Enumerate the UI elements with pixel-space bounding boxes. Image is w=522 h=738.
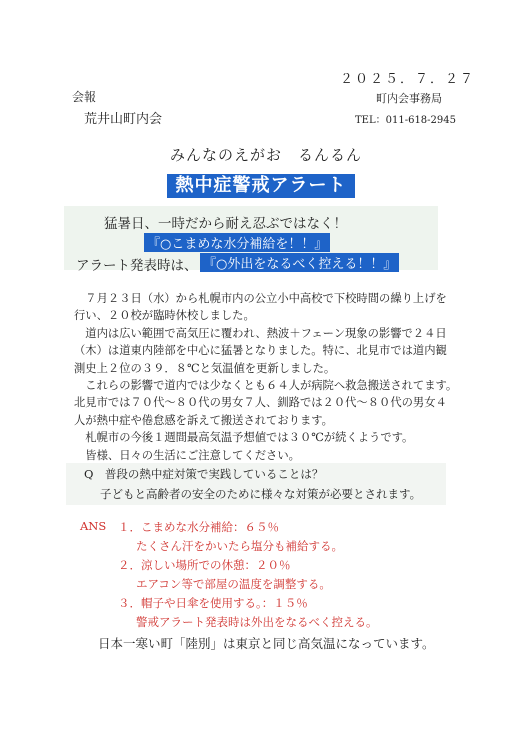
answer-item-title: ２．涼しい場所での休憩：２０％ xyxy=(118,558,291,572)
answer-label: ANS xyxy=(80,519,107,533)
body-paragraph: 札幌市の今後１週間最高気温予想値では３０℃が続くようです。 xyxy=(85,431,414,445)
alert-banner-title: 熱中症警戒アラート xyxy=(167,174,355,198)
office-name: 町内会事務局 xyxy=(376,92,442,105)
question-line-2: 子どもと高齢者の安全のために様々な対策が必要とされます。 xyxy=(100,487,422,501)
answer-item-title: １．こまめな水分補給：６５％ xyxy=(118,520,279,534)
highlight-line-3-emphasis: 『○外出をなるべく控える！！』 xyxy=(200,253,399,272)
highlight-line-1: 猛暑日、一時だから耐え忍ぶではなく！ xyxy=(104,216,347,232)
newsletter-label: 会報 xyxy=(72,90,97,104)
body-paragraph: 道内は広い範囲で高気圧に覆われ、熱波＋フェーン現象の影響で２４日（木）は道東内陸部を中心に猛暑となりました。特に、北見市では道内観測史上２位の３９．８℃と気温値を更新しました。 xyxy=(74,326,447,375)
body-paragraph: ７月２３日（水）から札幌市内の公立小中高校で下校時間の繰り上げを行い、２０校が臨時休校しました。 xyxy=(74,292,447,323)
body-paragraph: 皆様、日々の生活にご注意してください。 xyxy=(85,448,300,462)
newsletter-date: ２０２５．７．２７ xyxy=(340,72,476,87)
highlight-line-2: 『○こまめな水分補給を！！』 xyxy=(144,233,330,252)
office-phone: TEL：011-618-2945 xyxy=(355,115,456,126)
body-paragraph: これらの影響で道内では少なくとも６４人が病院へ救急搬送されてます。北見市では７０代～８０代の男女７人、釧路では２０代～８０代の男女４人が熱中症や倦怠感を訴えて搬送されております。 xyxy=(74,379,458,427)
answer-item-detail: たくさん汗をかいたら塩分も補給する。 xyxy=(136,539,343,553)
answer-item-detail: 警戒アラート発表時は外出をなるべく控える。 xyxy=(136,615,378,629)
article-body xyxy=(74,290,458,464)
association-name: 荒井山町内会 xyxy=(84,112,163,127)
footer-note: 日本一寒い町「陸別」は東京と同じ高気温になっています。 xyxy=(98,636,435,651)
slogan: みんなのえがお るんるん xyxy=(170,146,363,164)
question-line-1: Q 普段の熱中症対策で実践していることは？ xyxy=(84,467,324,481)
highlight-line-3-prefix: アラート発表時は、 xyxy=(76,258,198,274)
answer-item-detail: エアコン等で部屋の温度を調整する。 xyxy=(136,577,331,591)
answer-item-title: ３．帽子や日傘を使用する。：１５％ xyxy=(118,596,308,610)
